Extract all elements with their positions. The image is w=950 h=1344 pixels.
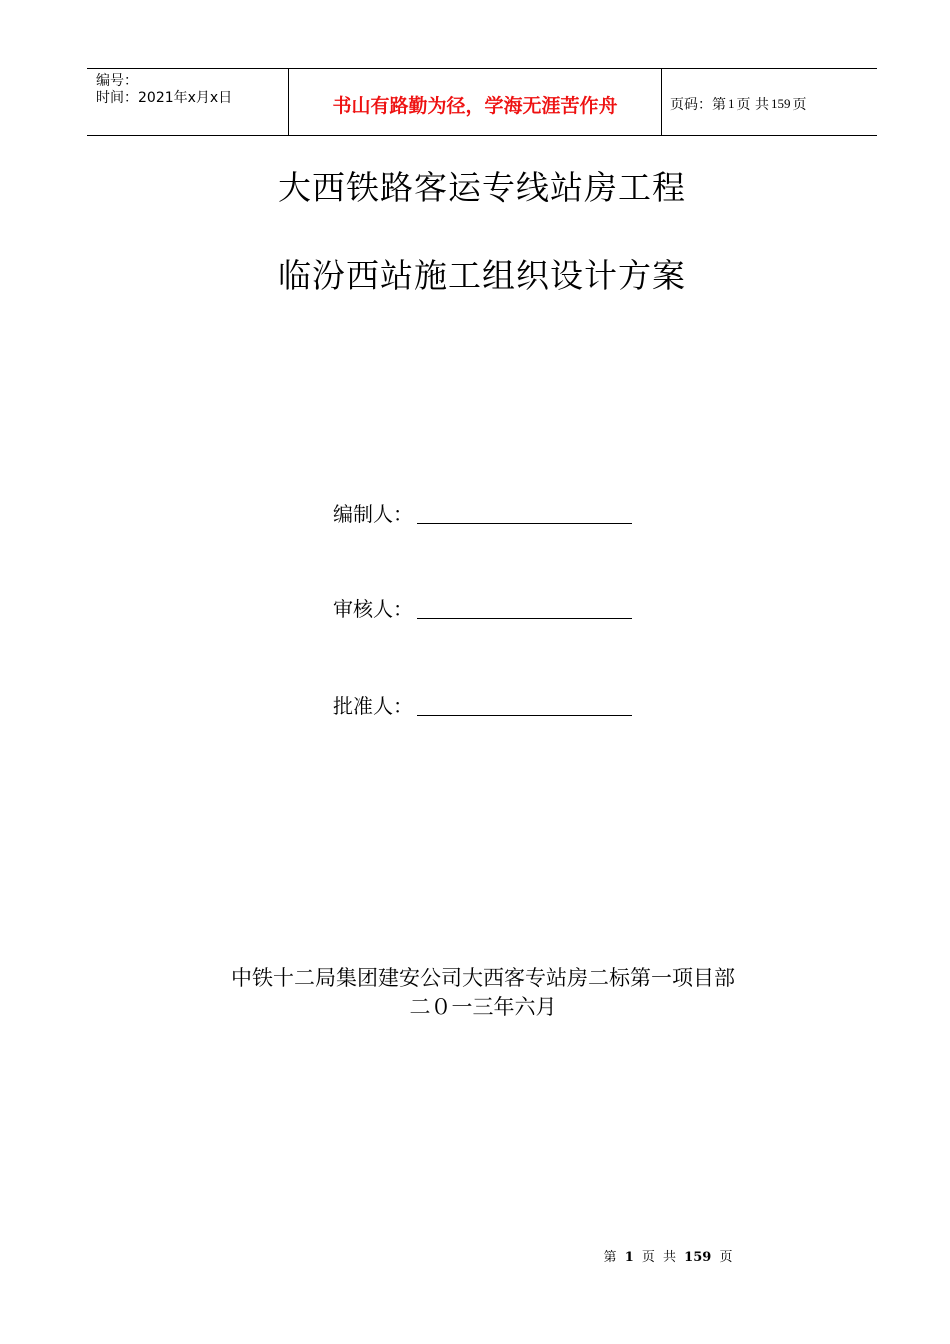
approver-signature-row (333, 688, 632, 718)
organization-name: 中铁十二局集团建安公司大西客专站房二标第一项目部 (231, 966, 735, 990)
reviewer-label: 审核人： (333, 597, 413, 621)
footer-mid: 页 共 (641, 1250, 677, 1265)
approver-label: 批准人： (333, 694, 413, 718)
compiler-label: 编制人： (333, 502, 413, 526)
header-motto: 书山有路勤为径，学海无涯苦作舟 (332, 94, 618, 117)
organization-date: 二０一三年六月 (409, 995, 557, 1019)
footer-page-current: 1 (624, 1250, 634, 1265)
reviewer-signature-row (333, 591, 632, 621)
header-page-cell (662, 69, 877, 135)
approver-signature-line (417, 696, 632, 716)
document-title-line2: 临汾西站施工组织设计方案 (278, 256, 686, 295)
header-page-prefix: 页码：第 (670, 97, 726, 113)
page-header (87, 68, 877, 136)
footer-prefix: 第 (603, 1250, 617, 1265)
document-number-label: 编号： (96, 73, 138, 89)
header-page-mid: 页 共 (736, 97, 769, 113)
page-footer (193, 1246, 950, 1265)
footer-suffix: 页 (719, 1250, 733, 1265)
reviewer-signature-line (417, 599, 632, 619)
header-meta-cell (87, 69, 288, 135)
compiler-signature-row (333, 496, 632, 526)
compiler-signature-line (417, 504, 632, 524)
header-motto-cell (288, 69, 662, 135)
header-page-suffix: 页 (792, 97, 807, 113)
document-title-line1: 大西铁路客运专线站房工程 (278, 168, 686, 207)
footer-page-total: 159 (684, 1250, 712, 1265)
header-page-total: 159 (770, 96, 791, 111)
document-time-label: 时间：2021年x月x日 (96, 90, 233, 106)
header-page-current: 1 (728, 96, 735, 111)
